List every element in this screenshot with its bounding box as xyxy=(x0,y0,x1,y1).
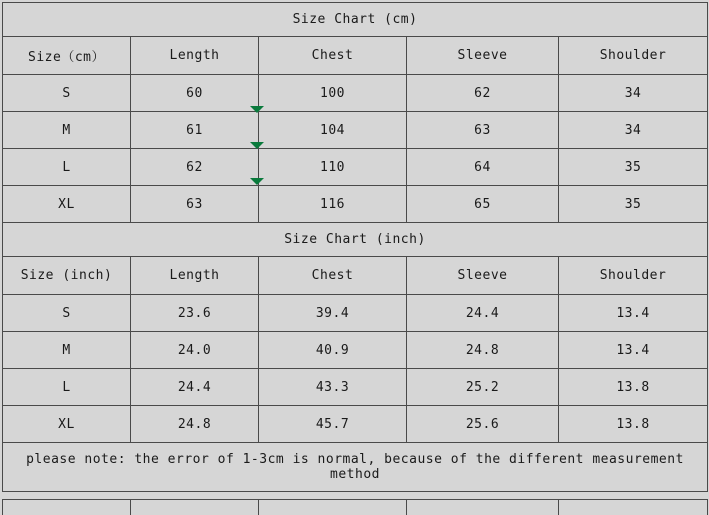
cell-sleeve: 25.6 xyxy=(407,406,559,443)
cell-shoulder: 13.4 xyxy=(559,295,708,332)
table-row xyxy=(3,75,708,112)
table-row xyxy=(3,332,708,369)
header-chest-cm: Chest xyxy=(259,37,407,75)
header-chest-inch: Chest xyxy=(259,257,407,295)
cell-sleeve: 63 xyxy=(407,112,559,149)
cell-shoulder: 35 xyxy=(559,186,708,223)
cell-size: XL xyxy=(3,186,131,223)
header-shoulder-inch: Shoulder xyxy=(559,257,708,295)
cell-length: 63 xyxy=(131,186,259,223)
cell-length: 60 xyxy=(131,75,259,112)
cell-size: S xyxy=(3,75,131,112)
cell-shoulder: 35 xyxy=(559,149,708,186)
header-sleeve-cm: Sleeve xyxy=(407,37,559,75)
cell-chest: 43.3 xyxy=(259,369,407,406)
measurement-note: please note: the error of 1-3cm is normal, because of the different measurement method xyxy=(3,443,708,492)
table-row xyxy=(3,369,708,406)
cell-chest: 45.7 xyxy=(259,406,407,443)
cell-length: 24.4 xyxy=(131,369,259,406)
cell-chest: 110 xyxy=(259,149,407,186)
table-header-row-inch xyxy=(3,257,708,295)
table-title-row-inch xyxy=(3,223,708,257)
cell-sleeve: 62 xyxy=(407,75,559,112)
header-shoulder-cm: Shoulder xyxy=(559,37,708,75)
cell-sleeve: 25.2 xyxy=(407,369,559,406)
cell-length: 23.6 xyxy=(131,295,259,332)
header-size-cm: Size（cm） xyxy=(3,37,131,75)
cell-sleeve: 64 xyxy=(407,149,559,186)
green-marker-icon xyxy=(250,142,264,156)
size-chart-table xyxy=(2,2,708,492)
cell-shoulder: 34 xyxy=(559,112,708,149)
table-header-row-cm xyxy=(3,37,708,75)
green-marker-icon xyxy=(250,106,264,120)
table-row xyxy=(3,149,708,186)
cell-size: S xyxy=(3,295,131,332)
cell-length: 24.0 xyxy=(131,332,259,369)
header-length-cm: Length xyxy=(131,37,259,75)
table-row xyxy=(3,186,708,223)
size-chart-sheet xyxy=(0,2,709,515)
cell-chest: 40.9 xyxy=(259,332,407,369)
cell-size: XL xyxy=(3,406,131,443)
header-length-inch: Length xyxy=(131,257,259,295)
cell-shoulder: 13.8 xyxy=(559,406,708,443)
cell-chest: 39.4 xyxy=(259,295,407,332)
cell-length: 61 xyxy=(131,112,259,149)
header-sleeve-inch: Sleeve xyxy=(407,257,559,295)
cell-size: L xyxy=(3,369,131,406)
cell-shoulder: 13.8 xyxy=(559,369,708,406)
size-chart-inch-title: Size Chart (inch) xyxy=(3,223,708,257)
cell-shoulder: 34 xyxy=(559,75,708,112)
cell-chest: 100 xyxy=(259,75,407,112)
bottom-row-top-border xyxy=(2,499,707,500)
cell-length: 62 xyxy=(131,149,259,186)
cell-length: 24.8 xyxy=(131,406,259,443)
cell-shoulder: 13.4 xyxy=(559,332,708,369)
measurement-note-row xyxy=(3,443,708,492)
cell-size: L xyxy=(3,149,131,186)
cell-sleeve: 65 xyxy=(407,186,559,223)
cell-sleeve: 24.4 xyxy=(407,295,559,332)
cell-size: M xyxy=(3,332,131,369)
cell-chest: 116 xyxy=(259,186,407,223)
header-size-inch: Size (inch) xyxy=(3,257,131,295)
table-row xyxy=(3,406,708,443)
table-row xyxy=(3,112,708,149)
green-marker-icon xyxy=(250,178,264,192)
cell-sleeve: 24.8 xyxy=(407,332,559,369)
size-chart-cm-title: Size Chart (cm) xyxy=(3,3,708,37)
cell-chest: 104 xyxy=(259,112,407,149)
table-title-row-cm xyxy=(3,3,708,37)
table-row xyxy=(3,295,708,332)
cell-size: M xyxy=(3,112,131,149)
